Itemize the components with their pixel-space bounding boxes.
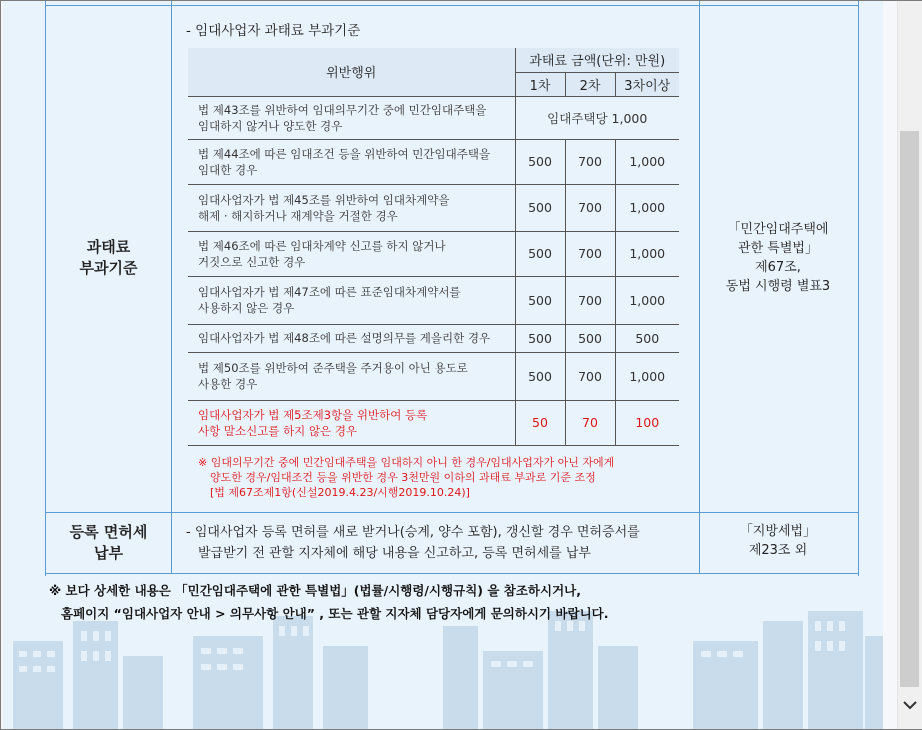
legal-basis-line: 제67조, bbox=[755, 260, 801, 275]
table-row bbox=[188, 184, 679, 231]
row-label-line: 납부 bbox=[94, 544, 123, 562]
header-amount: 과태료 금액(단위: 만원) bbox=[515, 48, 679, 72]
violation-line: 사항 말소신고를 하지 않은 경우 bbox=[198, 423, 358, 438]
fine-first: 50 bbox=[515, 400, 565, 445]
violation-line: 임대사업자가 법 제47조에 따른 표준임대차계약서를 bbox=[198, 285, 461, 299]
violation-line: 법 제46조에 따른 임대차계약 신고를 하지 않거나 bbox=[198, 238, 446, 253]
violation-cell bbox=[188, 324, 515, 352]
legal-basis-line: 제23조 외 bbox=[748, 543, 808, 558]
vertical-scrollbar[interactable] bbox=[897, 1, 922, 729]
note-line: 양도한 경우/임대조건 등을 위반한 경우 3천만원 이하의 과태료 부과로 기준 조정 bbox=[210, 471, 596, 484]
footer-line: 홈페이지 “임대사업자 안내 > 의무사항 안내” , 또는 관할 지자체 담당자에게 문의하시기 바랍니다. bbox=[61, 606, 609, 621]
violation-line: 해제 · 해지하거나 재계약을 거절한 경우 bbox=[198, 208, 398, 223]
table-row bbox=[188, 96, 679, 139]
violation-cell bbox=[188, 184, 515, 231]
row-label-registration-tax bbox=[46, 522, 171, 564]
header-first: 1차 bbox=[515, 72, 565, 96]
row-bottom-border bbox=[46, 573, 858, 574]
regulation-note bbox=[198, 455, 678, 500]
violation-cell bbox=[188, 231, 515, 276]
legal-basis-fine bbox=[700, 220, 856, 296]
legal-basis-tax bbox=[700, 522, 856, 560]
fine-third: 1,000 bbox=[615, 139, 679, 184]
obligation-table bbox=[45, 1, 859, 576]
header-third: 3차이상 bbox=[615, 72, 679, 96]
note-line: [법 제67조제1항(신설2019.4.23/시행2019.10.24)] bbox=[210, 486, 470, 499]
footer-note bbox=[49, 579, 849, 625]
fine-third: 1,000 bbox=[615, 276, 679, 324]
fine-third: 1,000 bbox=[615, 184, 679, 231]
table-row bbox=[188, 324, 679, 352]
violation-line: 임대사업자가 법 제5조제3항을 위반하여 등록 bbox=[198, 407, 428, 422]
row-label-line: 과태료 bbox=[86, 238, 131, 256]
violation-line: 임대사업자가 법 제48조에 따른 설명의무를 게을리한 경우 bbox=[198, 331, 491, 345]
description-line: - 임대사업자 등록 면허를 새로 받거나(승계, 양수 포함), 갱신할 경우 면허증서를 bbox=[186, 525, 640, 540]
legal-basis-line: 「민간임대주택에 bbox=[727, 222, 829, 237]
fine-table bbox=[188, 48, 679, 446]
violation-line: 법 제50조를 위반하여 준주택을 주거용이 아닌 용도로 bbox=[198, 361, 468, 375]
scroll-down-button[interactable] bbox=[898, 691, 922, 719]
chevron-down-icon bbox=[903, 700, 917, 710]
header-violation: 위반행위 bbox=[188, 48, 515, 96]
table-row bbox=[188, 139, 679, 184]
violation-cell bbox=[188, 276, 515, 324]
scrollbar-thumb[interactable] bbox=[900, 131, 919, 687]
violation-cell bbox=[188, 352, 515, 400]
column-divider-left bbox=[171, 1, 172, 574]
row-label-line: 등록 면허세 bbox=[69, 523, 148, 541]
fine-second: 700 bbox=[565, 352, 615, 400]
violation-line: 법 제43조를 위반하여 임대의무기간 중에 민간임대주택을 bbox=[198, 102, 487, 117]
fine-first: 500 bbox=[515, 184, 565, 231]
fine-second: 500 bbox=[565, 324, 615, 352]
violation-line: 임대사업자가 법 제45조를 위반하여 임대차계약을 bbox=[198, 192, 450, 207]
violation-line: 법 제44조에 따른 임대조건 등을 위반하여 민간임대주택을 bbox=[198, 146, 491, 161]
violation-line: 사용하지 않은 경우 bbox=[198, 301, 295, 315]
fine-merged-cell: 임대주택당 1,000 bbox=[515, 96, 679, 139]
header-second: 2차 bbox=[565, 72, 615, 96]
row-top-border bbox=[46, 5, 858, 6]
fine-second: 700 bbox=[565, 184, 615, 231]
violation-cell bbox=[188, 139, 515, 184]
violation-cell bbox=[188, 96, 515, 139]
legal-basis-line: 관한 특별법」 bbox=[738, 241, 818, 256]
violation-line: 임대하지 않거나 양도한 경우 bbox=[198, 118, 343, 133]
fine-second: 70 bbox=[565, 400, 615, 445]
fine-first: 500 bbox=[515, 139, 565, 184]
table-row bbox=[188, 352, 679, 400]
table-row bbox=[188, 276, 679, 324]
fine-first: 500 bbox=[515, 276, 565, 324]
table-row bbox=[188, 400, 679, 445]
fine-second: 700 bbox=[565, 139, 615, 184]
fine-third: 100 bbox=[615, 400, 679, 445]
violation-line: 사용한 경우 bbox=[198, 377, 258, 391]
fine-first: 500 bbox=[515, 324, 565, 352]
violation-cell bbox=[188, 400, 515, 445]
row-divider bbox=[46, 512, 858, 513]
legal-basis-line: 동법 시행령 별표3 bbox=[725, 279, 831, 294]
fine-third: 1,000 bbox=[615, 231, 679, 276]
registration-tax-description bbox=[186, 522, 696, 564]
fine-second: 700 bbox=[565, 276, 615, 324]
fine-second: 700 bbox=[565, 231, 615, 276]
content-viewport bbox=[3, 1, 883, 729]
violation-line: 임대한 경우 bbox=[198, 162, 258, 177]
row-label-line: 부과기준 bbox=[79, 259, 138, 277]
description-line: 발급받기 전 관할 지자체에 해당 내용을 신고하고, 등록 면허세를 납부 bbox=[198, 546, 591, 561]
fine-first: 500 bbox=[515, 231, 565, 276]
section-title: - 임대사업자 과태료 부과기준 bbox=[186, 23, 361, 39]
table-row bbox=[188, 231, 679, 276]
row-label-fine-criteria bbox=[46, 237, 171, 279]
fine-third: 500 bbox=[615, 324, 679, 352]
note-line: ※ 임대의무기간 중에 민간임대주택을 임대하지 아니 한 경우/임대사업자가 아닌 자에게 bbox=[198, 456, 615, 469]
fine-third: 1,000 bbox=[615, 352, 679, 400]
footer-line: ※ 보다 상세한 내용은 「민간임대주택에 관한 특별법」(법률/시행령/시행규칙) 을 참조하시거나, bbox=[49, 583, 581, 598]
violation-line: 거짓으로 신고한 경우 bbox=[198, 254, 306, 269]
fine-first: 500 bbox=[515, 352, 565, 400]
legal-basis-line: 「지방세법」 bbox=[739, 524, 817, 539]
